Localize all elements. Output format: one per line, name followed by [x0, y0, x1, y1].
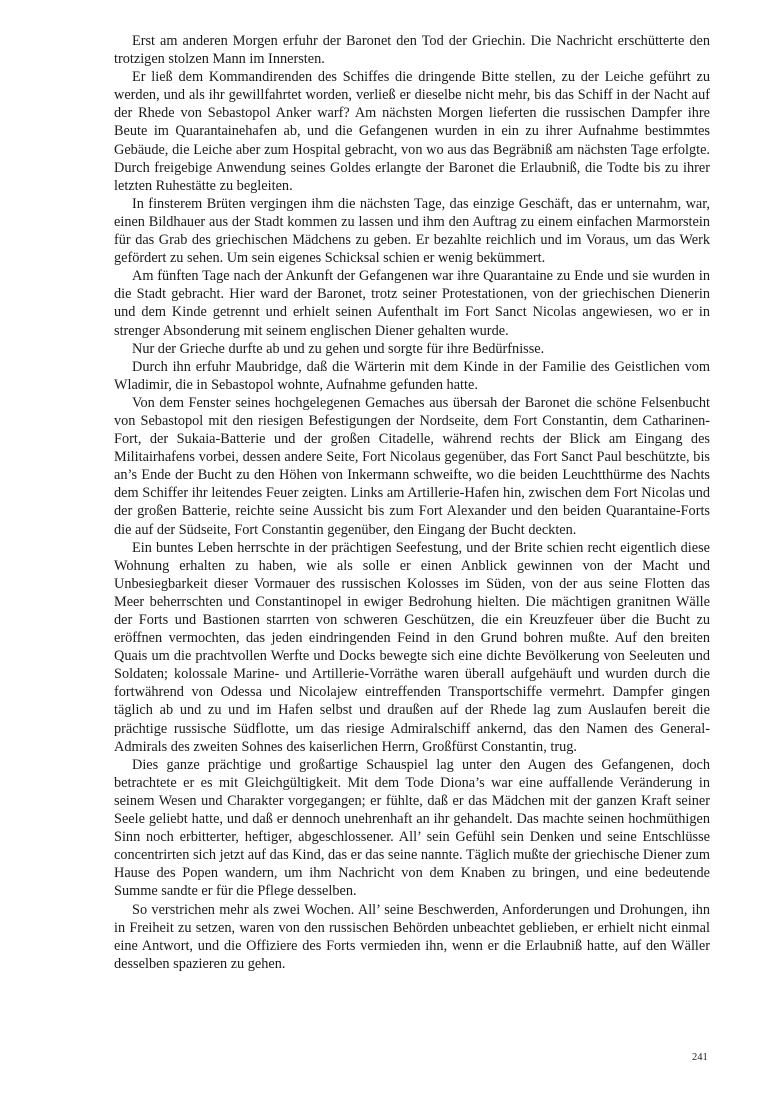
paragraph: Dies ganze prächtige und großartige Schauspiel lag unter den Augen des Gefangenen, doch betrachtete er es mit Gleichgültigkeit. Mit dem Tode Diona’s war eine auffallende Veränderung in seinem Wesen und Charakter vorgegangen; er fühlte, daß er das Mädchen mit der ganzen Kraft seiner Seele geliebt hatte, und daß er dennoch unehrenhaft an ihr gehandelt. Das machte seinen hochmüthigen Sinn noch erbitterter, heftiger, abgeschlossener. All’ sein Gefühl sein Denken und seine Entschlüsse concentrirten sich jetzt auf das Kind, das er das seine nannte. Täglich mußte der griechische Diener zum Hause des Popen wandern, um ihm Nachricht von dem Knaben zu bringen, und eine bedeutende Summe sandte er für die Pflege desselben.	[114, 756, 711, 900]
paragraph: In finsterem Brüten vergingen ihm die nächsten Tage, das einzige Geschäft, das er unternahm, war, einen Bildhauer aus der Stadt kommen zu lassen und ihm den Auftrag zu einem einfachen Marmorstein für das Grab des griechischen Mädchens zu geben. Er bezahlte reichlich und im Voraus, um das Werk gefördert zu sehen. Um sein eigenes Schicksal schien er wenig bekümmert.	[114, 195, 710, 267]
paragraph: So verstrichen mehr als zwei Wochen. All’ seine Beschwerden, Anforderungen und Drohungen, ihn in Freiheit zu setzen, waren von den russischen Behörden unbeachtet geblieben, er erhielt nicht einmal eine Antwort, und die Offiziere des Forts vermieden ihn, wenn er die Erlaubniß hatte, auf den Wäller desselben spazieren zu gehen.	[114, 901, 710, 972]
paragraph: Durch ihn erfuhr Maubridge, daß die Wärterin mit dem Kinde in der Familie des Geistlichen vom Wladimir, die in Sebastopol wohnte, Aufnahme gefunden hatte.	[114, 358, 710, 393]
page-number: 241	[692, 1052, 708, 1063]
page-body	[114, 32, 710, 973]
paragraph: Erst am anderen Morgen erfuhr der Baronet den Tod der Griechin. Die Nachricht erschütterte den trotzigen stolzen Mann im Innersten.	[114, 33, 710, 68]
paragraph: Am fünften Tage nach der Ankunft der Gefangenen war ihre Quarantaine zu Ende und sie wurden in die Stadt gebracht. Hier ward der Baronet, trotz seiner Protestationen, von der griechischen Dienerin und dem Kinde getrennt und erhielt seinen Aufenthalt im Fort Sanct Nicolas angewiesen, wo er in strenger Absonderung mit seinem englischen Diener gehalten wurde.	[114, 268, 710, 339]
paragraph: Nur der Grieche durfte ab und zu gehen und sorgte für ihre Bedürfnisse.	[132, 340, 545, 357]
paragraph: Von dem Fenster seines hochgelegenen Gemaches aus übersah der Baronet die schöne Felsenbucht von Sebastopol mit den riesigen Befestigungen der Nordseite, dem Fort Constantin, dem Catharinen-Fort, der Sukaia-Batterie und der großen Citadelle, während rechts der Blick am Eingang des Militairhafens vorbei, dessen andere Seite, Fort Nicolaus gegenüber, das Fort Sanct Paul beschützte, bis an’s Ende der Bucht zu den Höhen von Inkermann schweifte, wo die beiden Leuchtthürme des Nachts dem Schiffer ihr leitendes Feuer zeigten. Links am Artillerie-Hafen hin, zwischen dem Fort Nicolas und der großen Batterie, reichte seine Aussicht bis zum Fort Alexander und den beiden Quarantaine-Forts die auf der Südseite, Fort Constantin gegenüber, den Eingang der Bucht deckten.	[114, 394, 710, 538]
paragraph: Er ließ dem Kommandirenden des Schiffes die dringende Bitte stellen, zu der Leiche geführt zu werden, und als ihr gewillfahrtet worden, verließ er dieselbe nicht mehr, bis das Schiff in der Nacht auf der Rhede von Sebastopol Anker warf? Am nächsten Morgen lieferten die russischen Dampfer ihre Beute im Quarantainehafen ab, und die Gefangenen wurden in ein zu ihrer Aufnahme bestimmtes Gebäude, die Leiche aber zum Hospital gebracht, von wo aus das Begräbniß am nächsten Tage erfolgte. Durch freigebige Anwendung seines Goldes erlangte der Baronet die Erlaubniß, die Todte bis zu ihrer letzten Ruhestätte zu begleiten.	[114, 69, 710, 194]
paragraph: Ein buntes Leben herrschte in der prächtigen Seefestung, und der Brite schien recht eigentlich diese Wohnung erhalten zu haben, wie als solle er einen Anblick gewinnen von der Macht und Unbesiegbarkeit dieser Vormauer des russischen Kolosses im Süden, von der aus seine Flotten das Meer beherrschten und Constantinopel in ewiger Bedrohung hielten. Die mächtigen granitnen Wälle der Forts und Bastionen starrten von schweren Geschützen, die ein Kreuzfeuer über die Bucht zu eröffnen vermochten, das jeden eindringenden Feind in den Grund bohren mußte. Auf den breiten Quais um die prachtvollen Werfte und Docks bewegte sich eine dichte Bevölkerung von Seeleuten und Soldaten; kolossale Marine- und Artillerie-Vorräthe waren überall aufgehäuft und wurden durch die fortwährend von Odessa und Nicolajew eintreffenden Transportschiffe vermehrt. Dampfer gingen täglich ab und zu und im Hafen selbst und draußen auf der Rhede lag zum Auslaufen bereit die prächtige russische Südflotte, um das riesige Admiralschiff ankernd, das den Namen des General-Admirals des zweiten Sohnes des kaiserlichen Herrn, Großfürst Constantin, trug.	[114, 539, 710, 755]
